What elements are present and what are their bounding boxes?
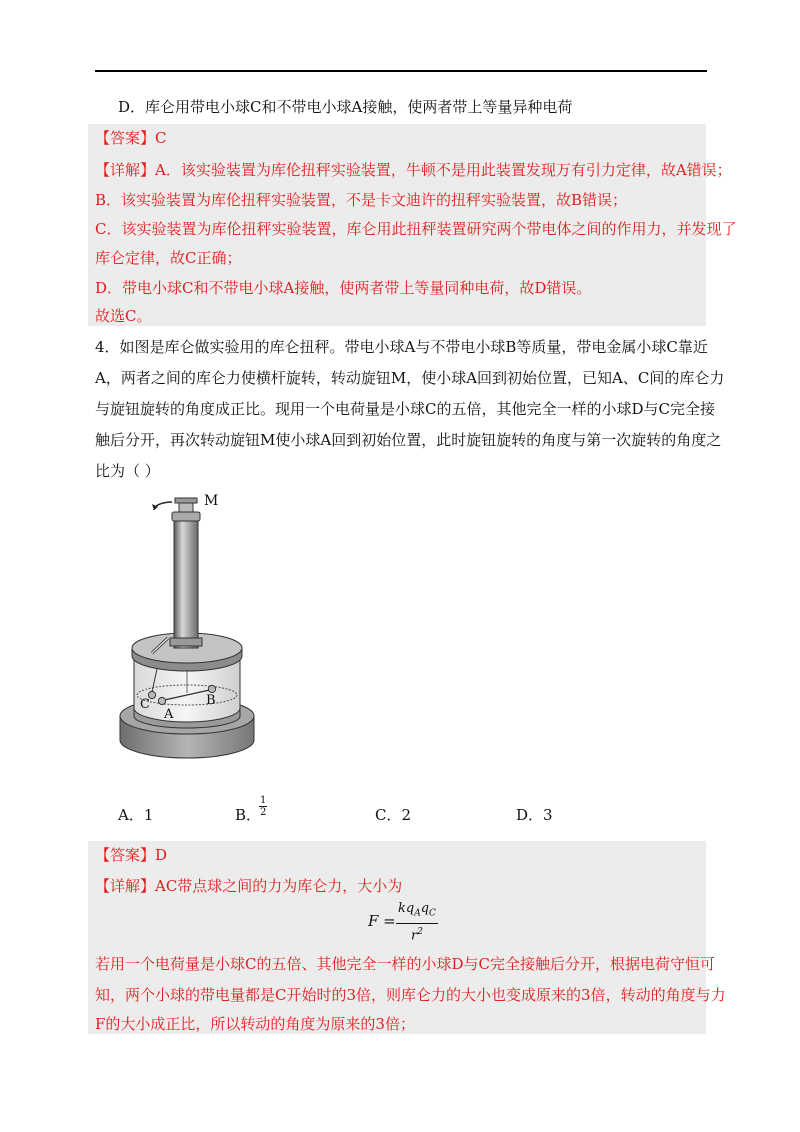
answer3-detail-6: 故选C。 (95, 307, 152, 325)
question4-line-1: 4．如图是库仑做实验用的库仑扭秤。带电小球A与不带电小球B等质量，带电金属小球C靠近 (95, 338, 708, 356)
answer3-detail-4: 库仑定律，故C正确； (95, 249, 242, 267)
answer3-detail-5: D．带电小球C和不带电小球A接触，使两者带上等量同种电荷，故D错误。 (95, 279, 592, 297)
header-rule (95, 70, 707, 72)
answer4-detail-intro: 【详解】AC带点球之间的力为库仑力，大小为 (95, 877, 403, 895)
question4-line-4: 触后分开，再次转动旋钮M使小球A回到初始位置，此时旋钮旋转的角度与第一次旋转的角度之 (95, 431, 722, 449)
option-b-fraction: $\frac{1}{2}$ (260, 795, 267, 818)
option-b-prefix: B． (235, 806, 262, 824)
label-a: A (164, 707, 174, 722)
label-m: M (204, 493, 219, 509)
ball-b (208, 685, 215, 692)
option-d: D．3 (516, 806, 553, 824)
question4-line-3: 与旋钮旋转的角度成正比。现用一个电荷量是小球C的五倍，其他完全一样的小球D与C完全接 (95, 400, 715, 418)
formula-lhs: F = (368, 912, 396, 930)
answer3-label: 【答案】C (95, 129, 167, 147)
answer3-detail-1: 【详解】A．该实验装置为库伦扭秤实验装置，牛顿不是用此装置发现万有引力定律，故A错误； (95, 161, 732, 179)
knob-m (175, 498, 197, 503)
formula-denominator: $r^2$ (410, 926, 423, 943)
option-d-text: D．库仑用带电小球C和不带电小球A接触，使两者带上等量异种电荷 (118, 98, 573, 116)
question4-line-5: 比为（ ） (95, 462, 160, 480)
label-b: B (206, 693, 216, 708)
option-c: C．2 (375, 806, 412, 824)
answer4-line-2: 知，两个小球的带电量都是C开始时的3倍，则库仑力的大小也变成原来的3倍，转动的角度与力 (95, 986, 726, 1004)
answer4-label: 【答案】D (95, 846, 168, 864)
answer3-detail-2: B．该实验装置为库伦扭秤实验装置，不是卡文迪许的扭秤实验装置，故B错误； (95, 191, 628, 209)
label-c: C (140, 697, 150, 712)
ball-a (158, 697, 165, 704)
answer4-line-3: F的大小成正比，所以转动的角度为原来的3倍； (95, 1015, 415, 1033)
answer4-line-1: 若用一个电荷量是小球C的五倍、其他完全一样的小球D与C完全接触后分开，根据电荷守恒可 (95, 955, 715, 973)
formula-numerator: $kq_Aq_C$ (396, 900, 438, 924)
answer3-detail-3: C．该实验装置为库伦扭秤实验装置，库仑用此扭秤装置研究两个带电体之间的作用力，并发现了 (95, 220, 737, 238)
question4-line-2: A，两者之间的库仑力使横杆旋转，转动旋钮M，使小球A回到初始位置，已知A、C间的库仑力 (95, 369, 725, 387)
option-a: A．1 (118, 806, 154, 824)
torsion-balance-figure (112, 488, 262, 763)
